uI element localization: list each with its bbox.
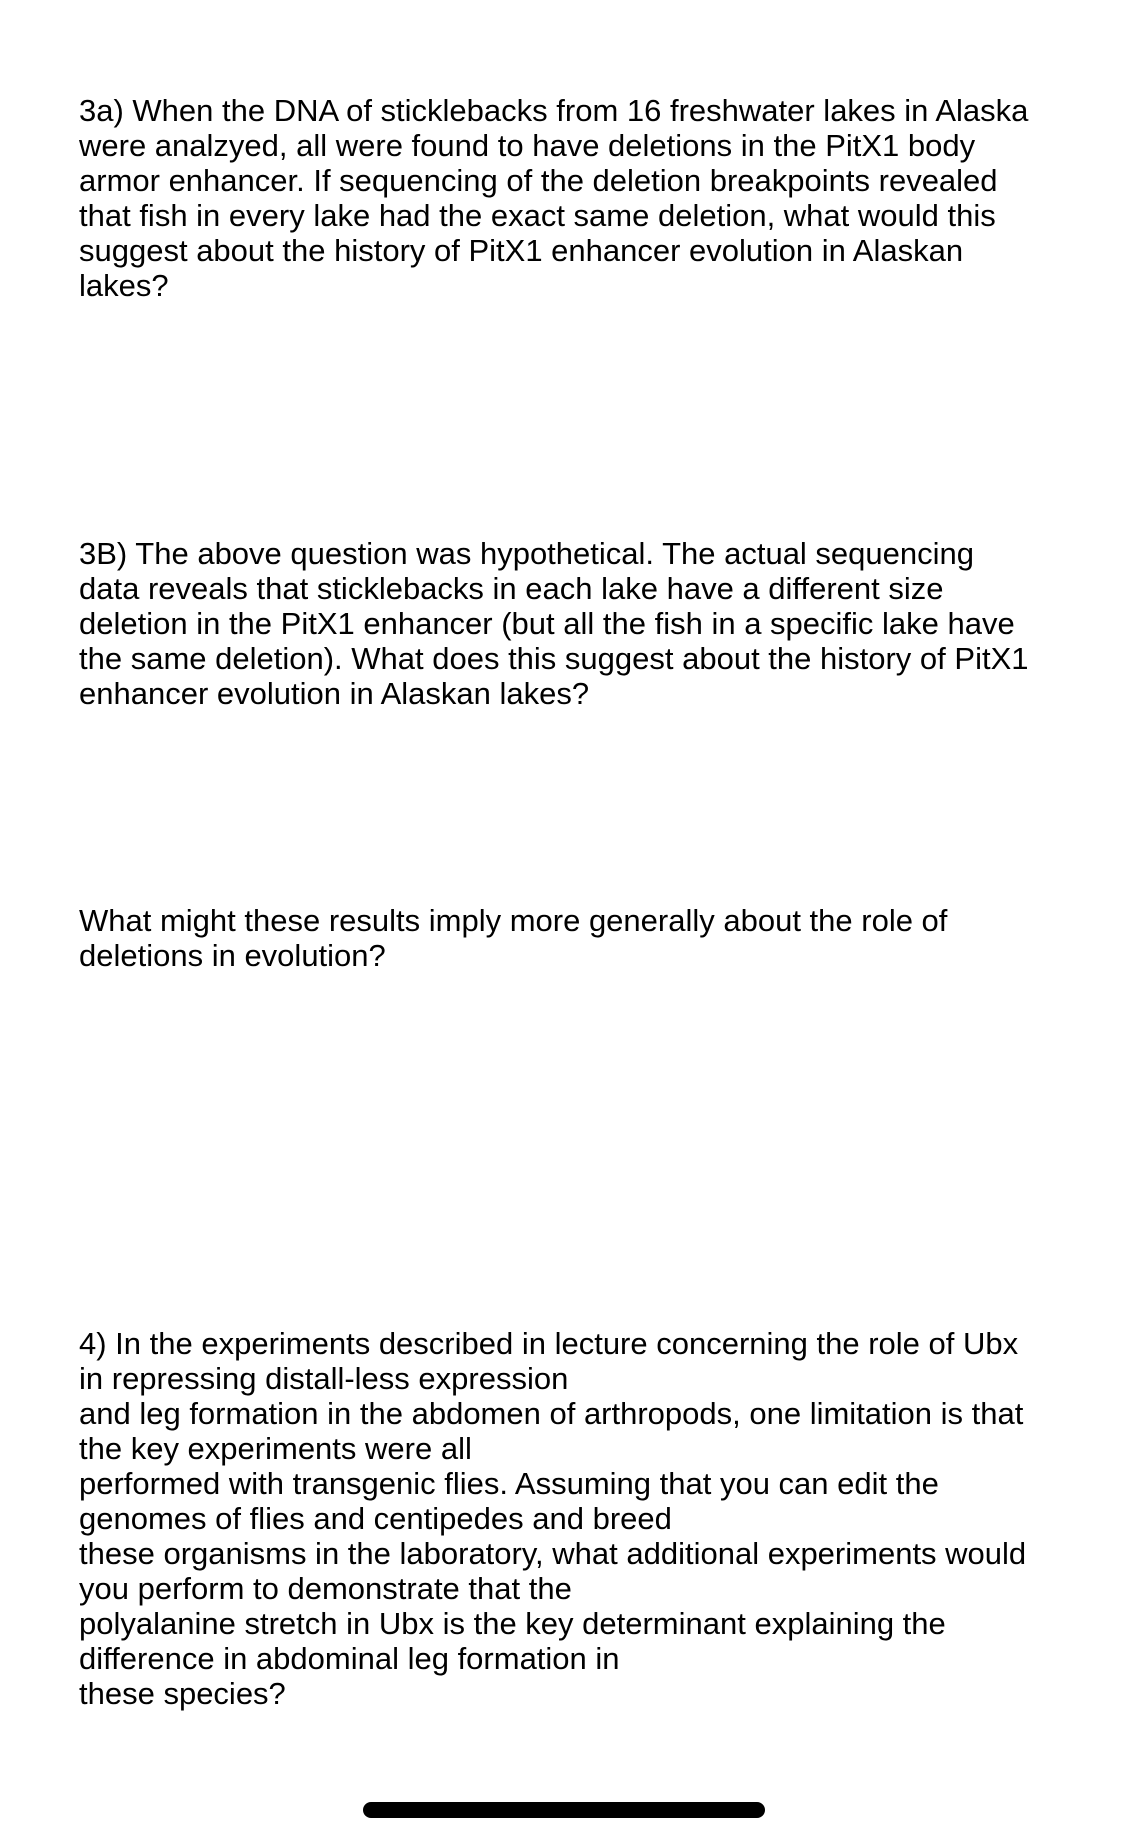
question-3a-line: 3a) When the DNA of sticklebacks from 16 freshwater lakes in Alaska: [79, 93, 1029, 128]
question-3b-line: enhancer evolution in Alaskan lakes?: [79, 676, 590, 711]
question-3b-line: data reveals that sticklebacks in each lake have a different size: [79, 571, 944, 606]
question-3b-line: 3B) The above question was hypothetical. The actual sequencing: [79, 536, 975, 571]
question-3b-line: the same deletion). What does this suggest about the history of PitX1: [79, 641, 1029, 676]
question-4-line: difference in abdominal leg formation in: [79, 1641, 620, 1676]
question-3b: [79, 536, 1079, 711]
question-4-line: these organisms in the laboratory, what additional experiments would: [79, 1536, 1027, 1571]
question-3a-line: were analzyed, all were found to have deletions in the PitX1 body: [79, 128, 976, 163]
question-4-line: genomes of flies and centipedes and breed: [79, 1501, 672, 1536]
question-general-line: deletions in evolution?: [79, 938, 386, 973]
question-3a-line: that fish in every lake had the exact same deletion, what would this: [79, 198, 996, 233]
question-general: [79, 903, 1079, 973]
question-4-line: and leg formation in the abdomen of arthropods, one limitation is that: [79, 1396, 1024, 1431]
question-4-line: you perform to demonstrate that the: [79, 1571, 572, 1606]
question-4-line: 4) In the experiments described in lecture concerning the role of Ubx: [79, 1326, 1019, 1361]
question-3a-line: suggest about the history of PitX1 enhancer evolution in Alaskan: [79, 233, 964, 268]
question-4-line: the key experiments were all: [79, 1431, 472, 1466]
question-3a-line: lakes?: [79, 268, 169, 303]
question-3a-line: armor enhancer. If sequencing of the deletion breakpoints revealed: [79, 163, 998, 198]
question-4-line: performed with transgenic flies. Assuming that you can edit the: [79, 1466, 939, 1501]
question-3b-line: deletion in the PitX1 enhancer (but all the fish in a specific lake have: [79, 606, 1015, 641]
question-4-line: in repressing distall-less expression: [79, 1361, 569, 1396]
question-4-line: these species?: [79, 1676, 286, 1711]
question-3a: [79, 93, 1079, 303]
question-4-line: polyalanine stretch in Ubx is the key determinant explaining the: [79, 1606, 946, 1641]
question-4: [79, 1326, 1079, 1711]
home-indicator[interactable]: [363, 1802, 765, 1818]
question-general-line: What might these results imply more generally about the role of: [79, 903, 948, 938]
